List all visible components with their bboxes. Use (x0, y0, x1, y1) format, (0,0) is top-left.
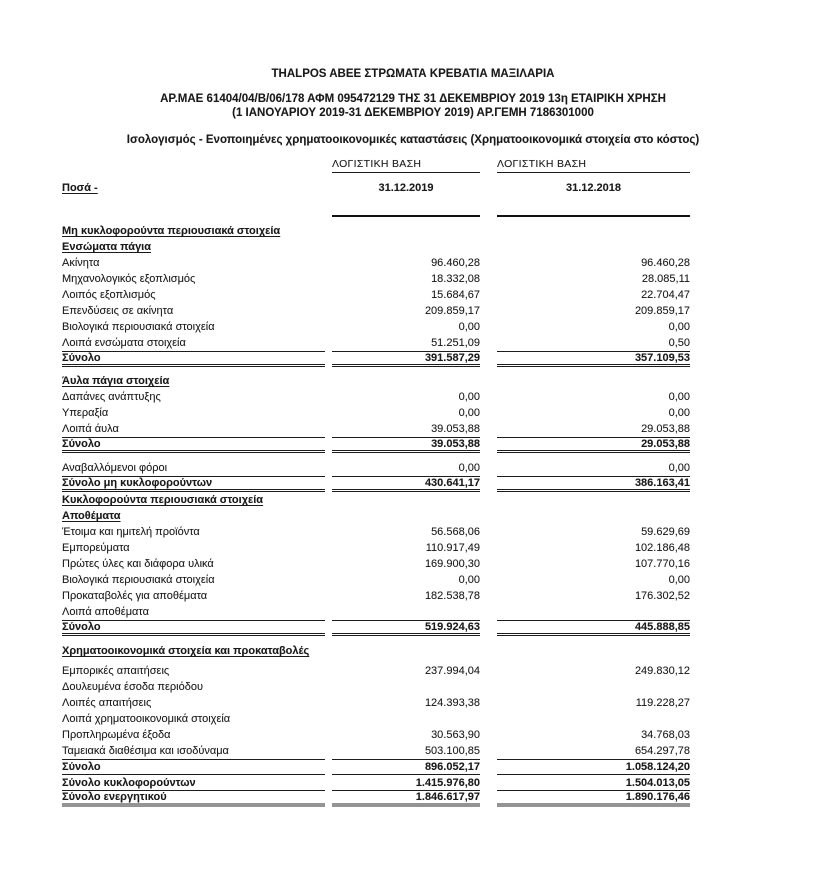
value-2019 (332, 373, 480, 389)
column-gap (480, 319, 497, 335)
column-gap (325, 460, 332, 476)
column-gap (325, 727, 332, 743)
value-2019 (332, 492, 480, 508)
column-gap (480, 775, 497, 791)
column-header-row (62, 173, 690, 203)
value-2019 (332, 711, 480, 727)
value-2018 (497, 373, 690, 389)
basis-header-2019: ΛΟΓΙΣΤΙΚΗ ΒΑΣΗ (332, 153, 480, 173)
row-label: Βιολογικά περιουσιακά στοιχεία (62, 574, 215, 586)
row-label: Ταμειακά διαθέσιμα και ισοδύναμα (62, 745, 229, 757)
value-2018: 0,00 (668, 391, 690, 403)
column-gap (480, 239, 497, 255)
row-label: Προκαταβολές για αποθέματα (62, 590, 208, 602)
value-2019: 39.053,88 (332, 437, 480, 453)
column-gap (325, 711, 332, 727)
column-gap (480, 335, 497, 351)
table-rows (62, 223, 690, 807)
value-2018: 357.109,53 (497, 351, 690, 367)
row-label: Χρηματοοικονομικά στοιχεία και προκαταβολές (62, 645, 310, 657)
registry-line: ΑΡ.ΜΑΕ 61404/04/Β/06/178 ΑΦΜ 095472129 ΤΗΣ 31 ΔΕΚΕΜΒΡΙΟΥ 2019 13η ΕΤΑΙΡΙΚΗ ΧΡΗΣΗ (160, 93, 666, 105)
row-label: Κυκλοφορούντα περιουσιακά στοιχεία (62, 494, 264, 506)
section-header-row (62, 492, 690, 508)
column-gap (325, 223, 332, 239)
row-label: Αναβαλλόμενοι φόροι (62, 462, 168, 474)
column-gap (480, 791, 497, 807)
header-rule-row (62, 203, 690, 217)
value-2019: 237.994,04 (424, 665, 480, 677)
value-2019: 0,00 (458, 391, 480, 403)
data-row (62, 421, 690, 437)
row-label: Σύνολο κυκλοφορούντων (62, 775, 325, 791)
value-2018: 107.770,16 (634, 558, 690, 570)
column-gap (325, 791, 332, 807)
column-header-2019: 31.12.2019 (378, 182, 434, 194)
data-row (62, 319, 690, 335)
column-gap (325, 540, 332, 556)
section-spacer (62, 453, 690, 460)
value-2019 (332, 239, 480, 255)
data-row (62, 556, 690, 572)
column-gap (480, 643, 497, 659)
row-label: Λοιπές απαιτήσεις (62, 697, 152, 709)
value-2018: 209.859,17 (634, 305, 690, 317)
row-label: Άυλα πάγια στοιχεία (62, 375, 170, 387)
column-gap (325, 203, 332, 217)
column-gap (325, 572, 332, 588)
data-row (62, 460, 690, 476)
balance-sheet-table (62, 153, 690, 807)
header-rule-2019 (332, 203, 480, 217)
column-gap (325, 335, 332, 351)
value-2018 (497, 223, 690, 239)
data-row (62, 604, 690, 620)
value-2019: 1.415.976,80 (332, 775, 480, 791)
row-label: Σύνολο (62, 759, 325, 775)
column-gap (325, 255, 332, 271)
total-row (62, 775, 690, 791)
value-2018: 96.460,28 (641, 257, 690, 269)
column-gap (325, 492, 332, 508)
value-2019: 124.393,38 (424, 697, 480, 709)
value-2019: 896.052,17 (332, 759, 480, 775)
row-label: Λοιπά χρηματοοικονομικά στοιχεία (62, 713, 231, 725)
row-label: Εμπορικές απαιτήσεις (62, 665, 170, 677)
data-row (62, 303, 690, 319)
column-gap (480, 223, 497, 239)
header-rule-spacer (62, 203, 325, 217)
value-2019: 30.563,90 (431, 729, 480, 741)
data-row (62, 743, 690, 759)
value-2018: 249.830,12 (634, 665, 690, 677)
row-label: Λοιπά αποθέματα (62, 606, 149, 618)
header-rule-2018 (497, 203, 690, 217)
value-2018 (497, 643, 690, 659)
value-2018 (497, 711, 690, 727)
column-gap (480, 556, 497, 572)
value-2019 (332, 223, 480, 239)
value-2019: 0,00 (458, 574, 480, 586)
statement-title: Ισολογισμός - Ενοποιημένες χρηματοοικονομικές καταστάσεις (Χρηματοοικονομικά στοιχεία στο κόστος) (126, 134, 700, 146)
data-row (62, 572, 690, 588)
column-gap (480, 421, 497, 437)
value-2018: 1.504.013,05 (497, 775, 690, 791)
column-gap (325, 389, 332, 405)
row-label: Εμπορεύματα (62, 542, 130, 554)
row-label: Σύνολο (62, 437, 325, 453)
data-row (62, 524, 690, 540)
basis-header-2018: ΛΟΓΙΣΤΙΚΗ ΒΑΣΗ (497, 153, 690, 173)
data-row (62, 287, 690, 303)
column-gap (325, 679, 332, 695)
column-gap (480, 492, 497, 508)
value-2019: 51.251,09 (431, 337, 480, 349)
column-gap (480, 759, 497, 775)
value-2019: 1.846.617,97 (332, 791, 480, 807)
section-header-row (62, 223, 690, 239)
column-gap (325, 620, 332, 636)
row-label: Δουλευμένα έσοδα περιόδου (62, 681, 203, 693)
value-2019: 0,00 (458, 407, 480, 419)
column-gap (325, 271, 332, 287)
column-gap (480, 437, 497, 453)
value-2018: 176.302,52 (634, 590, 690, 602)
basis-header-spacer (62, 153, 325, 173)
value-2018: 119.228,27 (635, 697, 690, 709)
row-label: Λοιπός εξοπλισμός (62, 289, 156, 301)
column-gap (480, 476, 497, 492)
value-2019: 182.538,78 (424, 590, 480, 602)
column-gap (480, 524, 497, 540)
value-2018: 654.297,78 (634, 745, 690, 757)
row-label: Ενσώματα πάγια (62, 241, 151, 253)
row-label: Έτοιμα και ημιτελή προϊόντα (62, 526, 200, 538)
column-gap (325, 604, 332, 620)
value-2018: 0,50 (668, 337, 690, 349)
period-line: (1 ΙΑΝΟΥΑΡΙΟΥ 2019-31 ΔΕΚΕΜΒΡΙΟΥ 2019) ΑΡ.ΓΕΜΗ 7186301000 (232, 106, 594, 119)
value-2019: 56.568,06 (431, 526, 480, 538)
column-gap (325, 351, 332, 367)
column-gap (325, 556, 332, 572)
row-label: Δαπάνες ανάπτυξης (62, 391, 161, 403)
column-gap (325, 287, 332, 303)
column-gap (480, 711, 497, 727)
row-label: Σύνολο (62, 620, 325, 636)
value-2019: 0,00 (458, 321, 480, 333)
value-2019: 391.587,29 (332, 351, 480, 367)
value-2018: 29.053,88 (641, 423, 690, 435)
column-gap (325, 476, 332, 492)
value-2019: 0,00 (458, 462, 480, 474)
value-2019 (332, 643, 480, 659)
row-label: Σύνολο μη κυκλοφορούντων (62, 476, 325, 492)
column-gap (325, 239, 332, 255)
data-row (62, 271, 690, 287)
column-gap (480, 303, 497, 319)
row-label: Πρώτες ύλες και διάφορα υλικά (62, 558, 214, 570)
row-label: Επενδύσεις σε ακίνητα (62, 305, 174, 317)
data-row (62, 695, 690, 711)
data-row (62, 588, 690, 604)
company-title: THALPOS ABEE ΣΤΡΩΜΑΤΑ ΚΡΕΒΑΤΙΑ ΜΑΞΙΛΑΡΙΑ (271, 68, 555, 80)
column-gap (325, 303, 332, 319)
column-gap (480, 540, 497, 556)
column-gap (480, 287, 497, 303)
row-label: Σύνολο (62, 351, 325, 367)
section-header-row (62, 373, 690, 389)
value-2019: 209.859,17 (424, 305, 480, 317)
column-gap (480, 351, 497, 367)
value-2018: 28.085,11 (641, 273, 690, 285)
row-label: Αποθέματα (62, 510, 121, 522)
column-gap (325, 588, 332, 604)
row-label: Μηχανολογικός εξοπλισμός (62, 273, 196, 285)
column-gap (480, 695, 497, 711)
column-gap (325, 695, 332, 711)
column-gap (325, 421, 332, 437)
data-row (62, 679, 690, 695)
column-gap (325, 153, 332, 173)
value-2018: 34.768,03 (641, 729, 690, 741)
value-2018: 386.163,41 (497, 476, 690, 492)
column-gap (325, 173, 332, 203)
value-2018 (497, 239, 690, 255)
data-row (62, 663, 690, 679)
total-row (62, 620, 690, 636)
value-2018: 1.058.124,20 (497, 759, 690, 775)
value-2019: 519.924,63 (332, 620, 480, 636)
value-2018: 0,00 (668, 574, 690, 586)
column-gap (325, 663, 332, 679)
total-row (62, 476, 690, 492)
value-2019: 96.460,28 (431, 257, 480, 269)
row-label: Λοιπά ενσώματα στοιχεία (62, 337, 186, 349)
value-2018: 29.053,88 (497, 437, 690, 453)
column-gap (325, 508, 332, 524)
column-gap (480, 389, 497, 405)
column-gap (480, 663, 497, 679)
row-label: Υπεραξία (62, 407, 109, 419)
column-gap (480, 173, 497, 203)
column-gap (325, 743, 332, 759)
value-2018: 0,00 (668, 407, 690, 419)
row-label: Ακίνητα (62, 257, 100, 269)
value-2019 (332, 679, 480, 695)
grand-total-row (62, 791, 690, 807)
column-gap (325, 319, 332, 335)
column-gap (480, 153, 497, 173)
data-row (62, 389, 690, 405)
data-row (62, 335, 690, 351)
value-2019: 169.900,30 (424, 558, 480, 570)
total-row (62, 437, 690, 453)
value-2018: 102.186,48 (634, 542, 690, 554)
column-gap (480, 604, 497, 620)
value-2019: 15.684,67 (431, 289, 480, 301)
section-header-row (62, 508, 690, 524)
total-row (62, 351, 690, 367)
column-gap (480, 460, 497, 476)
column-gap (325, 373, 332, 389)
column-gap (480, 405, 497, 421)
row-label: Λοιπά άυλα (62, 423, 119, 435)
amounts-label: Ποσά - (62, 182, 98, 194)
row-label: Βιολογικά περιουσιακά στοιχεία (62, 321, 215, 333)
data-row (62, 540, 690, 556)
column-gap (480, 727, 497, 743)
column-gap (325, 759, 332, 775)
value-2019: 430.641,17 (332, 476, 480, 492)
document-header (0, 0, 826, 146)
total-row (62, 759, 690, 775)
column-gap (480, 620, 497, 636)
value-2019: 503.100,85 (424, 745, 480, 757)
column-gap (325, 524, 332, 540)
value-2019: 110.917,49 (425, 542, 480, 554)
value-2018: 445.888,85 (497, 620, 690, 636)
data-row (62, 727, 690, 743)
value-2018 (497, 508, 690, 524)
value-2019: 18.332,08 (431, 273, 480, 285)
value-2019 (332, 508, 480, 524)
section-header-row (62, 643, 690, 659)
value-2018 (497, 604, 690, 620)
value-2018: 59.629,69 (641, 526, 690, 538)
column-gap (480, 508, 497, 524)
column-gap (480, 743, 497, 759)
column-gap (480, 679, 497, 695)
section-spacer (62, 636, 690, 643)
data-row (62, 711, 690, 727)
value-2018 (497, 679, 690, 695)
value-2019: 39.053,88 (431, 423, 480, 435)
value-2018: 1.890.176,46 (497, 791, 690, 807)
column-header-2018: 31.12.2018 (565, 182, 622, 194)
value-2018: 22.704,47 (641, 289, 690, 301)
section-header-row (62, 239, 690, 255)
column-gap (480, 588, 497, 604)
column-gap (480, 203, 497, 217)
row-label: Προπληρωμένα έξοδα (62, 729, 171, 741)
value-2018: 0,00 (668, 321, 690, 333)
column-gap (325, 405, 332, 421)
column-gap (325, 643, 332, 659)
data-row (62, 405, 690, 421)
column-gap (325, 437, 332, 453)
basis-header-row (62, 153, 690, 173)
column-gap (480, 255, 497, 271)
data-row (62, 255, 690, 271)
column-gap (325, 775, 332, 791)
column-gap (480, 271, 497, 287)
row-label: Μη κυκλοφορούντα περιουσιακά στοιχεία (62, 225, 281, 237)
column-gap (480, 572, 497, 588)
column-gap (480, 373, 497, 389)
value-2018: 0,00 (668, 462, 690, 474)
row-label: Σύνολο ενεργητικού (62, 791, 325, 807)
value-2018 (497, 492, 690, 508)
value-2019 (332, 604, 480, 620)
